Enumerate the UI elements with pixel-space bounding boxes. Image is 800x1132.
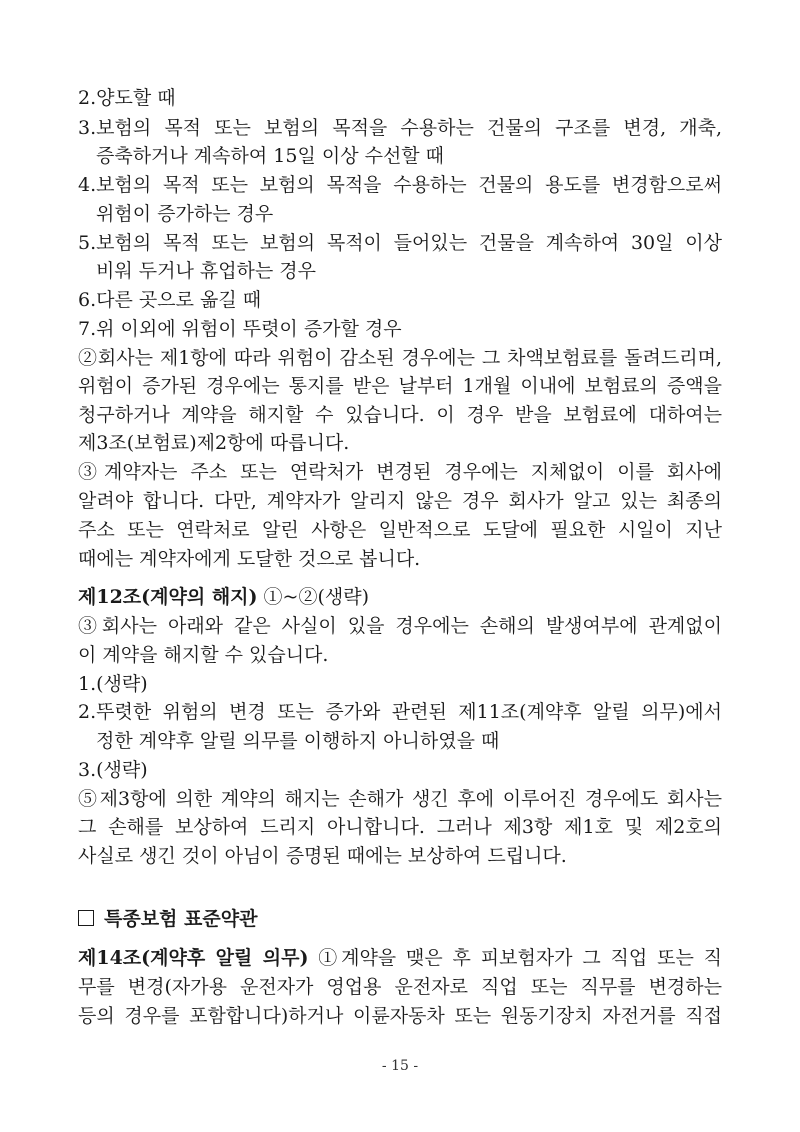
text-line: 청구하거나 계약을 해지할 수 있습니다. 이 경우 받을 보험료에 대하여는 xyxy=(78,404,722,426)
checkbox-square-icon xyxy=(78,910,94,926)
text-line: 제3조(보험료)제2항에 따릅니다. xyxy=(78,432,350,454)
text-line: 주소 또는 연락처로 알린 사항은 일반적으로 도달에 필요한 시일이 지난 xyxy=(78,519,722,541)
section-title: 특종보험 표준약관 xyxy=(104,908,258,930)
text-line: 때에는 계약자에게 도달한 것으로 봅니다. xyxy=(78,548,421,570)
text-line: 위험이 증가된 경우에는 통지를 받은 날부터 1개월 이내에 보험료의 증액을 xyxy=(78,375,722,397)
article-14-rest: ①계약을 맺은 후 피보험자가 그 직업 또는 직 xyxy=(308,947,722,969)
article-12-heading xyxy=(78,583,722,611)
page-number: - 15 - xyxy=(381,1058,419,1074)
text-line: 6.다른 곳으로 옮길 때 xyxy=(78,289,262,311)
text-line: 알려야 합니다. 다만, 계약자가 알리지 않은 경우 회사가 알고 있는 최종의 xyxy=(78,490,722,512)
text-line: ③회사는 아래와 같은 사실이 있을 경우에는 손해의 발생여부에 관계없이 xyxy=(78,615,722,637)
text-line: 7.위 이외에 위험이 뚜렷이 증가할 경우 xyxy=(78,318,402,340)
text-line: 그 손해를 보상하여 드리지 아니합니다. 그러나 제3항 제1호 및 제2호의 xyxy=(78,816,722,838)
text-line: ②회사는 제1항에 따라 위험이 감소된 경우에는 그 차액보험료를 돌려드리며, xyxy=(78,347,722,369)
text-line: 3.(생략) xyxy=(78,759,148,781)
text-line: 이 계약을 해지할 수 있습니다. xyxy=(78,644,329,666)
text-line: 위험이 증가하는 경우 xyxy=(96,203,274,225)
article-14-heading xyxy=(78,944,722,972)
article-12-rest: ①~②(생략) xyxy=(257,586,370,608)
text-line: 등의 경우를 포함합니다)하거나 이륜자동차 또는 원동기장치 자전거를 직접 xyxy=(78,1005,722,1027)
text-line: 비워 두거나 휴업하는 경우 xyxy=(96,260,317,282)
text-line: 무를 변경(자가용 운전자가 영업용 운전자로 직업 또는 직무를 변경하는 xyxy=(78,976,722,998)
article-12-title: 제12조(계약의 해지) xyxy=(78,586,258,608)
text-line: 1.(생략) xyxy=(78,673,148,695)
text-line: 3.보험의 목적 또는 보험의 목적을 수용하는 건물의 구조를 변경, 개축, xyxy=(78,117,722,139)
text-line: 증축하거나 계속하여 15일 이상 수선할 때 xyxy=(96,145,445,167)
text-line: ⑤제3항에 의한 계약의 해지는 손해가 생긴 후에 이루어진 경우에도 회사는 xyxy=(78,788,722,810)
text-line: 2.뚜렷한 위험의 변경 또는 증가와 관련된 제11조(계약후 알릴 의무)에서 xyxy=(78,701,722,723)
article-14-title: 제14조(계약후 알릴 의무) xyxy=(78,947,309,969)
text-line: 5.보험의 목적 또는 보험의 목적이 들어있는 건물을 계속하여 30일 이상 xyxy=(78,232,722,254)
text-line: ③계약자는 주소 또는 연락처가 변경된 경우에는 지체없이 이를 회사에 xyxy=(78,461,722,483)
section-heading xyxy=(78,905,722,933)
text-line: 정한 계약후 알릴 의무를 이행하지 아니하였을 때 xyxy=(96,730,500,752)
text-line: 사실로 생긴 것이 아님이 증명된 때에는 보상하여 드립니다. xyxy=(78,845,567,867)
text-line: 2.양도할 때 xyxy=(78,87,176,109)
text-line: 4.보험의 목적 또는 보험의 목적을 수용하는 건물의 용도를 변경함으로써 xyxy=(78,174,722,196)
